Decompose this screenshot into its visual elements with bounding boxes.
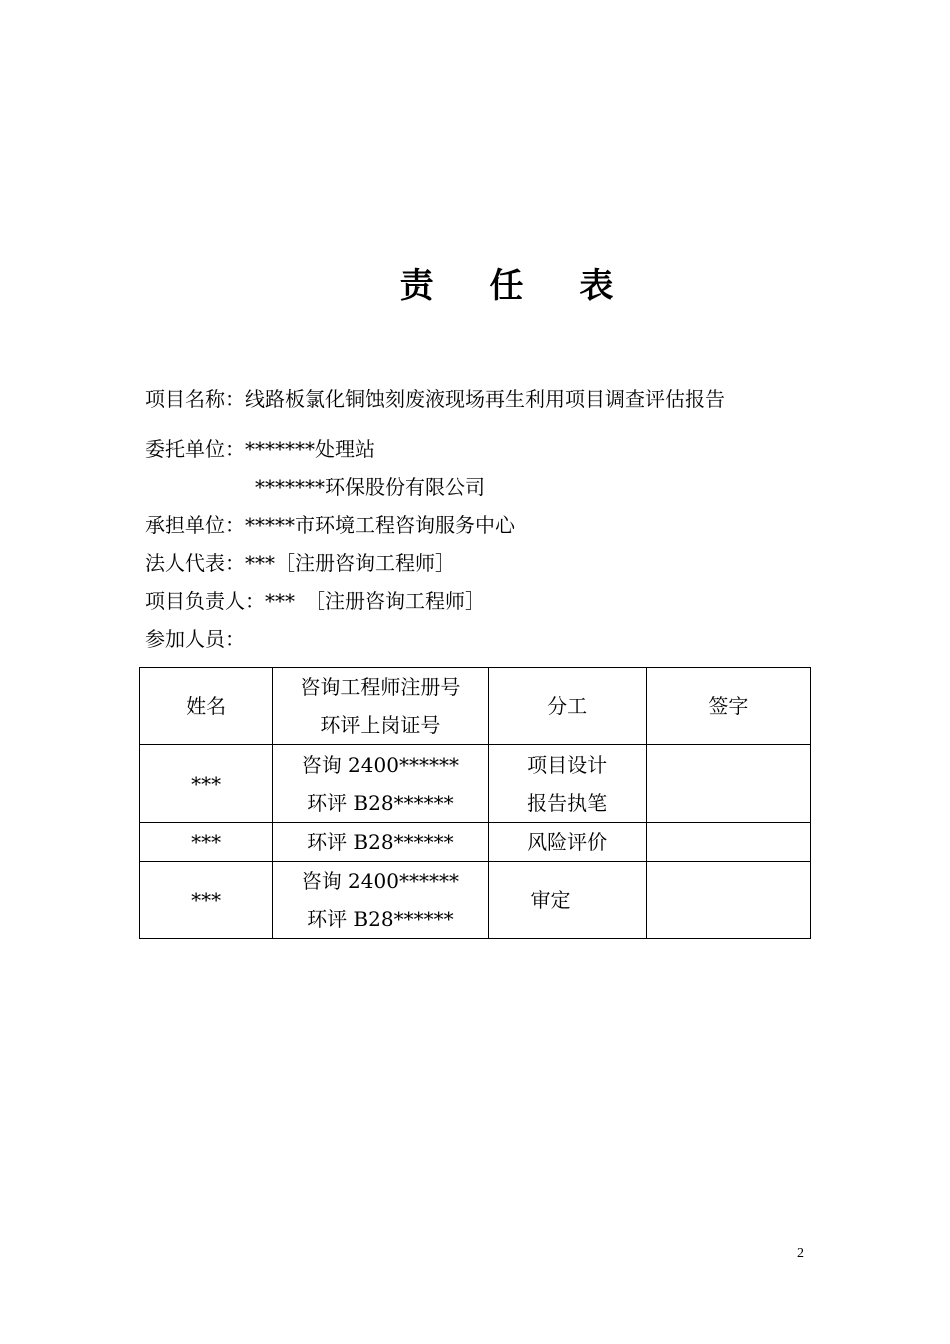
row-signature <box>646 823 810 862</box>
client-line-2: *******环保股份有限公司 <box>255 475 485 499</box>
header-name: 姓名 <box>140 668 273 745</box>
row-registration-line2: 环评 B28****** <box>307 907 454 931</box>
row-name: *** <box>140 862 273 939</box>
client-line-1: 委托单位：*******处理站 <box>145 437 375 461</box>
legal-rep-line: 法人代表：***［注册咨询工程师］ <box>145 551 455 575</box>
row-signature <box>646 862 810 939</box>
row-role <box>488 745 646 823</box>
row-registration-line1: 咨询 2400****** <box>301 869 459 893</box>
table-row <box>140 745 811 823</box>
row-registration-line1: 咨询 2400****** <box>301 752 459 777</box>
row-name: *** <box>140 823 273 862</box>
project-leader-line: 项目负责人：*** ［注册咨询工程师］ <box>145 589 485 613</box>
page-title: 责 任 表 <box>399 266 636 306</box>
row-name: *** <box>140 745 273 823</box>
row-registration <box>273 745 488 823</box>
row-signature <box>646 745 810 823</box>
header-registration <box>273 668 488 745</box>
participants-label: 参加人员： <box>145 627 245 651</box>
header-signature: 签字 <box>646 668 810 745</box>
contractor-line: 承担单位：*****市环境工程咨询服务中心 <box>145 513 515 537</box>
header-registration-line1: 咨询工程师注册号 <box>300 675 461 699</box>
page-number: 2 <box>797 1246 804 1261</box>
table-header-row <box>140 668 811 745</box>
table-row <box>140 862 811 939</box>
row-registration-line2: 环评 B28****** <box>307 790 454 815</box>
staff-table <box>139 667 811 939</box>
table-row <box>140 823 811 862</box>
row-role-line1: 项目设计 <box>527 752 608 777</box>
header-registration-line2: 环评上岗证号 <box>320 713 441 737</box>
project-name-line: 项目名称：线路板氯化铜蚀刻废液现场再生利用项目调查评估报告 <box>145 387 725 411</box>
row-role-line2: 报告执笔 <box>527 790 608 815</box>
row-role: 风险评价 <box>488 823 646 862</box>
row-registration: 环评 B28****** <box>273 823 488 862</box>
row-role: 审定 <box>488 862 646 939</box>
header-role: 分工 <box>488 668 646 745</box>
row-registration <box>273 862 488 939</box>
